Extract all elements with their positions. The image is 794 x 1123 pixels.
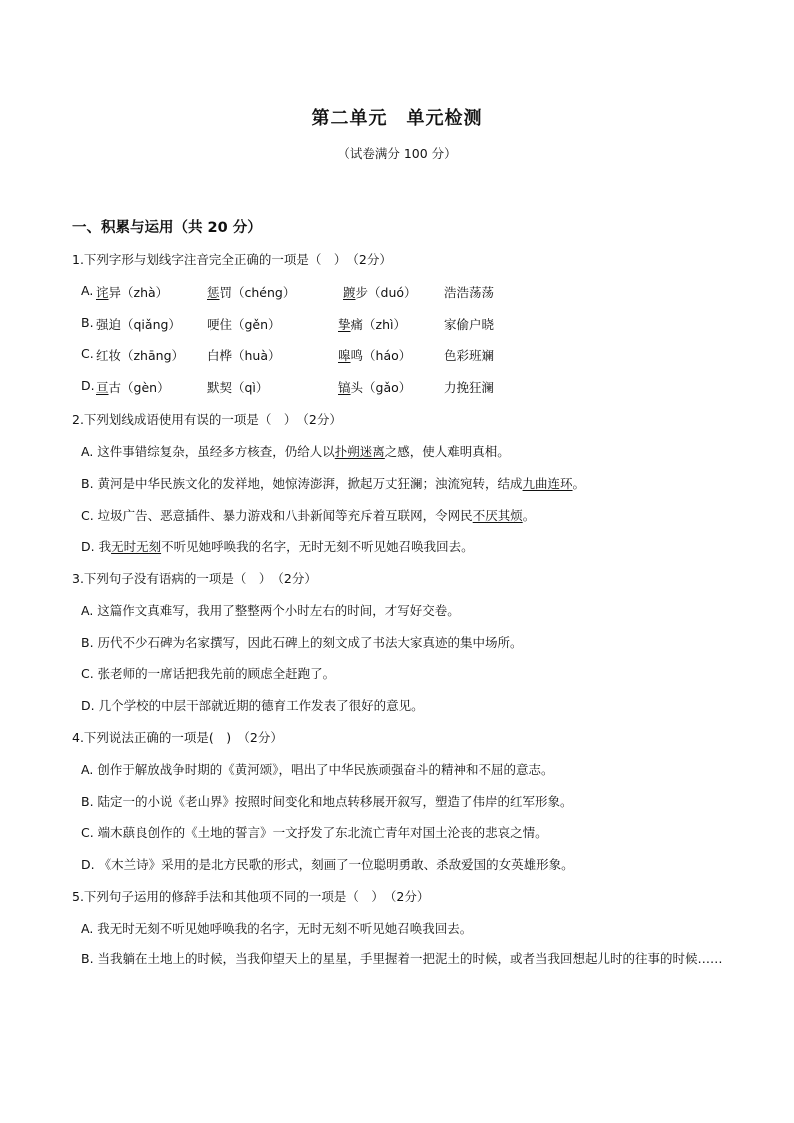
option-label: A. [81, 283, 94, 298]
q1-c-word2: 白桦（huà） [207, 348, 281, 363]
q1-b-word4: 家偷户晓 [444, 317, 495, 332]
q4-option-c: C. 端木蕻良创作的《土地的誓言》一文抒发了东北流亡青年对国土沦丧的悲哀之情。 [81, 825, 548, 840]
q4-option-b: B. 陆定一的小说《老山界》按照时间变化和地点转移展开叙写，塑造了伟岸的红军形象。 [81, 794, 573, 809]
question-5-stem: 5.下列句子运用的修辞手法和其他项不同的一项是（ ） （2分） [72, 889, 430, 904]
q3-option-b: B. 历代不少石碑为名家撰写，因此石碑上的刻文成了书法大家真迹的集中场所。 [81, 635, 523, 650]
option-label: C. [81, 346, 94, 361]
question-2-stem: 2.下列划线成语使用有误的一项是（ ） （2分） [72, 412, 342, 427]
q5-option-b: B. 当我躺在土地上的时候，当我仰望天上的星星，手里握着一把泥土的时候，或者当我回想起儿时的往事的时候…… [81, 951, 723, 966]
q1-a-word4: 浩浩荡荡 [444, 285, 495, 300]
q1-d-word1: 亘古（gèn） [96, 380, 170, 395]
section-heading: 一、积累与运用（共 20 分） [72, 220, 262, 236]
question-4-stem: 4.下列说法正确的一项是( ) （2分） [72, 730, 283, 745]
q1-c-word1: 红妆（zhāng） [96, 348, 185, 363]
q1-a-word1: 诧异（zhà） [96, 285, 169, 300]
q1-d-word2: 默契（qì） [207, 380, 269, 395]
q4-option-a: A. 创作于解放战争时期的《黄河颂》，唱出了中华民族顽强奋斗的精神和不屈的意志。 [81, 762, 554, 777]
q2-option-a: A. 这件事错综复杂，虽经多方核查，仍给人以扑朔迷离之感，使人难明真相。 [81, 444, 510, 459]
question-1-stem: 1.下列字形与划线字注音完全正确的一项是（ ） （2分） [72, 252, 392, 267]
q5-option-a: A. 我无时无刻不听见她呼唤我的名字，无时无刻不听见她召唤我回去。 [81, 921, 473, 936]
q1-b-word2: 哽住（gěn） [207, 317, 281, 332]
q2-option-b: B. 黄河是中华民族文化的发祥地，她惊涛澎湃，掀起万丈狂澜；浊流宛转，结成九曲连环。 [81, 476, 586, 491]
q1-c-word3: 嗥鸣（háo） [338, 348, 412, 363]
question-3-stem: 3.下列句子没有语病的一项是（ ） （2分） [72, 571, 317, 586]
page-subtitle: （试卷满分 100 分） [337, 146, 457, 161]
q2-option-d: D. 我无时无刻不听见她呼唤我的名字，无时无刻不听见她召唤我回去。 [81, 539, 474, 554]
q1-a-word3: 踱步（duó） [343, 285, 417, 300]
q1-a-word2: 惩罚（chéng） [207, 285, 296, 300]
option-label: D. [81, 378, 95, 393]
q1-b-word1: 强迫（qiǎng） [96, 317, 181, 332]
q3-option-c: C. 张老师的一席话把我先前的顾虑全赶跑了。 [81, 666, 336, 681]
q2-option-c: C. 垃圾广告、恶意插件、暴力游戏和八卦新闻等充斥着互联网，令网民不厌其烦。 [81, 508, 536, 523]
option-label: B. [81, 315, 94, 330]
q3-option-a: A. 这篇作文真难写，我用了整整两个小时左右的时间，才写好交卷。 [81, 603, 460, 618]
q1-b-word3: 挚痛（zhì） [338, 317, 406, 332]
q1-d-word4: 力挽狂澜 [444, 380, 495, 395]
page-title: 第二单元 单元检测 [311, 108, 483, 129]
q1-c-word4: 色彩班斓 [444, 348, 495, 363]
q3-option-d: D. 几个学校的中层干部就近期的德育工作发表了很好的意见。 [81, 698, 424, 713]
q1-d-word3: 镐头（gǎo） [338, 380, 412, 395]
q4-option-d: D. 《木兰诗》采用的是北方民歌的形式，刻画了一位聪明勇敢、杀敌爱国的女英雄形象。 [81, 857, 574, 872]
